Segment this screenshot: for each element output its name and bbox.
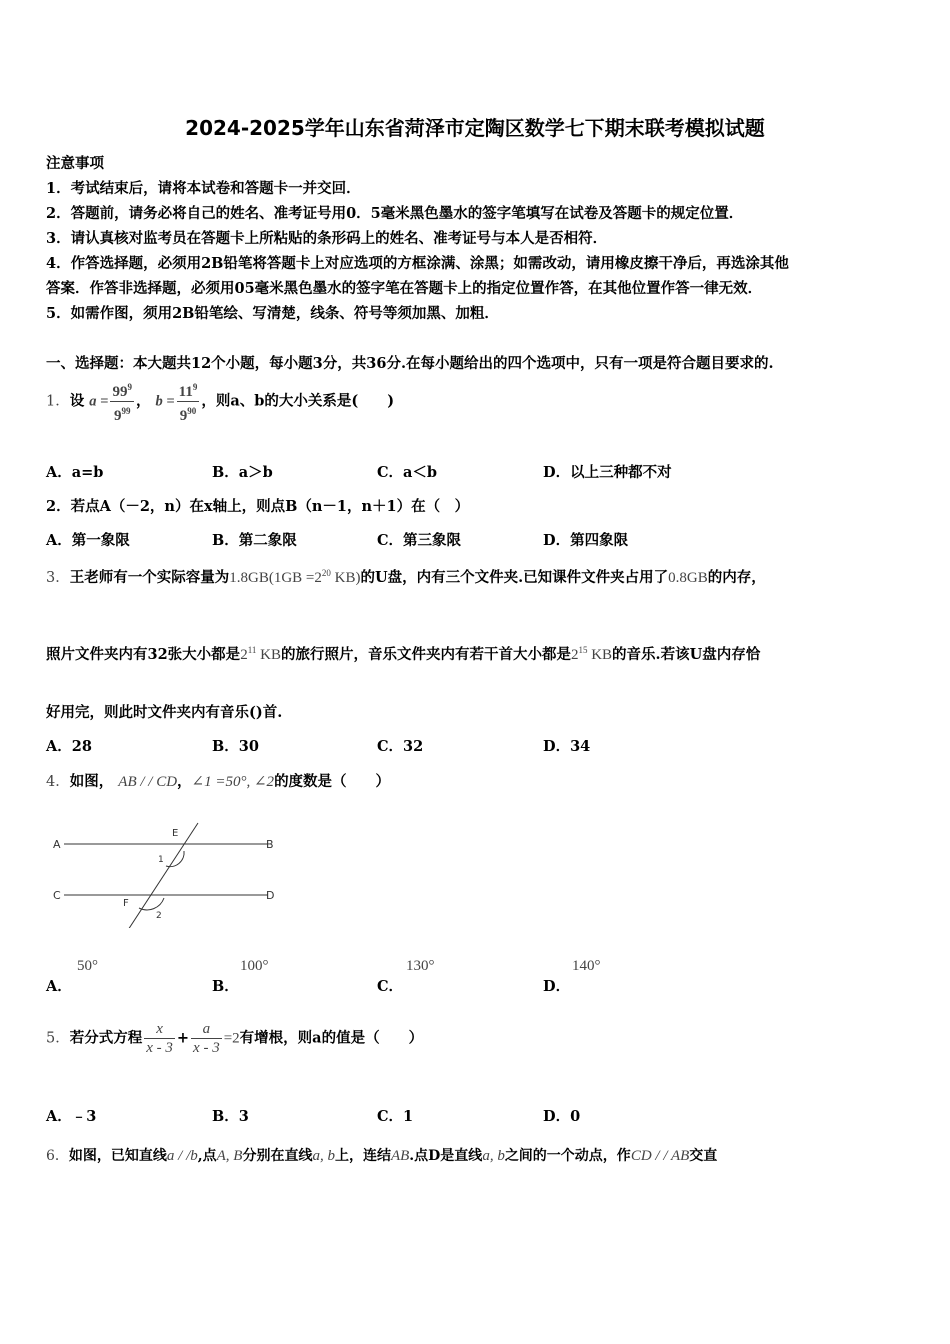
q4-option-b-letter: B． [212,978,239,995]
question-2: 2．若点A（－2，n）在x轴上，则点B（n－1，n＋1）在（ ） [46,498,470,515]
notice-heading: 注意事项 [46,155,104,172]
q4-option-b-value: 100° [240,958,269,974]
question-5: 5．若分式方程 $\frac{x}{x - 3}$ + $\frac{a}{x - 3}$ =2有增根，则a的值是（ ） [46,1021,424,1056]
q5-option-c: C．1 [377,1108,414,1125]
label-b: B [266,838,274,851]
q3-option-d: D．34 [543,738,591,755]
fraction-a-over-x-minus-3: $\frac{a}{x - 3}$ [193,1021,220,1056]
question-4: 4．如图， AB / / CD，∠1 =50°, ∠2的度数是（ ） [46,773,391,790]
q3-option-c: C．32 [377,738,424,755]
q2-option-b: B．第二象限 [212,532,297,549]
label-d: D [266,889,275,902]
notice-item: 5．如需作图，须用2B铅笔绘、写清楚，线条、符号等须加黑、加粗． [46,305,499,322]
label-angle-2: 2 [156,911,162,921]
fraction-b: $\frac{11^9}{9^{90}}$ [177,378,200,425]
q2-option-c: C．第三象限 [377,532,462,549]
question-3-line3: 好用完，则此时文件夹内有音乐()首. [46,704,283,721]
transversal-ef [128,823,198,928]
question-3-line2: 照片文件夹内有32张大小都是$2^{11}$ KB的旅行照片，音乐文件夹内有若干首大小都是$2^{15}$ KB的音乐.若该U盘内存恰 [46,645,761,663]
fraction-a: $\frac{99^9}{9^{99}}$ [110,378,134,425]
label-e: E [172,828,179,839]
parallel-lines-figure [46,818,286,928]
q4-option-c-letter: C． [377,978,404,995]
label-a: A [53,838,61,851]
q5-option-d: D．0 [543,1108,581,1125]
question-1: 1．设 a = $\frac{99^9}{9^{99}}$ ， b = $\frac{11^9}{9^{90}}$ ，则a、b的大小关系是( ) [46,378,394,425]
q2-option-d: D．第四象限 [543,532,629,549]
section-heading: 一、选择题：本大题共12个小题，每小题3分，共36分.在每小题给出的四个选项中，只有一项是符合题目要求的. [46,355,774,372]
notice-item: 答案．作答非选择题，必须用05毫米黑色墨水的签字笔在答题卡上的指定位置作答，在其他位置作答一律无效． [46,280,763,297]
q1-option-a: A．a=b [46,464,104,481]
notice-item: 1．考试结束后，请将本试卷和答题卡一并交回． [46,180,361,197]
notice-item: 4．作答选择题，必须用2B铅笔将答题卡上对应选项的方框涂满、涂黑；如需改动，请用橡皮擦干净后，再选涂其他 [46,255,789,272]
q3-option-b: B．30 [212,738,259,755]
q1-option-c: C．a＜b [377,464,438,481]
question-6: 6．如图，已知直线a / /b,点A, B分别在直线a, b上，连结AB.点D是直线a, b之间的一个动点，作CD / / AB交直 [46,1148,718,1164]
notice-item: 2．答题前，请务必将自己的姓名、准考证号用0．5毫米黑色墨水的签字笔填写在试卷及答题卡的规定位置． [46,205,744,222]
page-title: 2024-2025学年山东省菏泽市定陶区数学七下期末联考模拟试题 [185,116,765,140]
q1-option-d: D．以上三种都不对 [543,464,672,481]
q2-option-a: A．第一象限 [46,532,130,549]
q5-option-b: B．3 [212,1108,249,1125]
fraction-x-over-x-minus-3: $\frac{x}{x - 3}$ [146,1021,173,1056]
q4-option-a-value: 50° [77,958,98,974]
q1-option-b: B．a＞b [212,464,273,481]
q4-option-d-letter: D． [543,978,571,995]
label-c: C [53,889,61,902]
q4-option-d-value: 140° [572,958,601,974]
question-3-line1: 3．王老师有一个实际容量为$1.8GB(1GB =2^{20}$ KB)的U盘，内有三个文件夹.已知课件文件夹占用了0.8GB的内存， [46,568,766,586]
label-angle-1: 1 [158,855,164,865]
q4-option-c-value: 130° [406,958,435,974]
q5-option-a: A．﹣3 [46,1108,97,1125]
notice-item: 3．请认真核对监考员在答题卡上所粘贴的条形码上的姓名、准考证号与本人是否相符． [46,230,608,247]
label-f: F [123,898,129,909]
q4-option-a-letter: A． [46,978,72,995]
q3-option-a: A．28 [46,738,92,755]
